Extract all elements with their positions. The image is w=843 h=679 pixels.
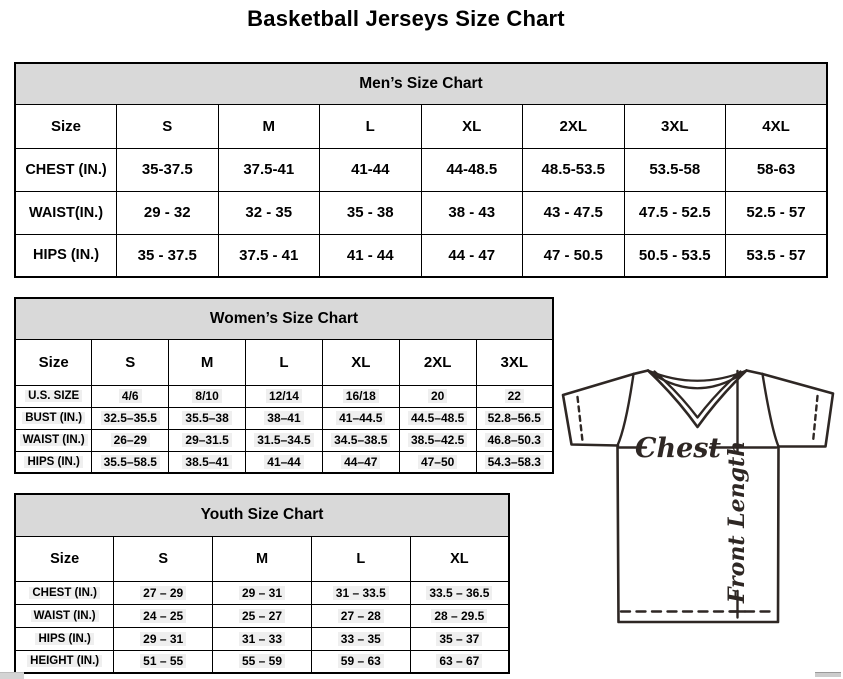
measurement-row-label: WAIST (IN.) [15, 429, 92, 451]
measurement-value-cell: 33.5 – 36.5 [410, 581, 509, 604]
size-column-header: M [213, 536, 312, 581]
measurement-value-cell: 44-48.5 [421, 148, 523, 191]
measurement-value-cell: 20 [399, 385, 476, 407]
mens-table-title-row [15, 63, 827, 104]
cropped-ui-fragment-bottom-left [0, 672, 24, 679]
youth-table-title-row [15, 494, 509, 536]
jersey-right-cuff-dashed-line [813, 396, 818, 442]
measurement-value-cell: 43 - 47.5 [523, 191, 625, 234]
measurement-row [15, 627, 509, 650]
measurement-value-cell: 29 – 31 [213, 581, 312, 604]
measurement-value-cell: 35-37.5 [117, 148, 219, 191]
measurement-row [15, 191, 827, 234]
measurement-value-cell: 33 – 35 [311, 627, 410, 650]
measurement-value-cell: 34.5–38.5 [322, 429, 399, 451]
measurement-row-label: BUST (IN.) [15, 407, 92, 429]
mens-table-title: Men’s Size Chart [15, 63, 827, 104]
measurement-value-cell: 12/14 [246, 385, 323, 407]
measurement-value-cell: 63 – 67 [410, 650, 509, 673]
measurement-value-cell: 53.5-58 [624, 148, 726, 191]
size-column-header: 4XL [726, 104, 828, 148]
measurement-row [15, 407, 553, 429]
front-length-label: Front Length [724, 440, 750, 604]
jersey-collar-inner-v [655, 372, 741, 418]
measurement-value-cell: 38 - 43 [421, 191, 523, 234]
youth-table-title: Youth Size Chart [15, 494, 509, 536]
measurement-value-cell: 35 - 37.5 [117, 234, 219, 277]
measurement-row [15, 385, 553, 407]
jersey-left-cuff-dashed-line [578, 397, 583, 441]
measurement-row-label: HIPS (IN.) [15, 451, 92, 473]
measurement-row [15, 429, 553, 451]
measurement-row-label: U.S. SIZE [15, 385, 92, 407]
measurement-value-cell: 32 - 35 [218, 191, 320, 234]
measurement-row-label: HEIGHT (IN.) [15, 650, 114, 673]
measurement-value-cell: 59 – 63 [311, 650, 410, 673]
size-corner-header: Size [15, 339, 92, 385]
womens-table-title-row [15, 298, 553, 339]
measurement-value-cell: 22 [476, 385, 553, 407]
size-column-header: XL [410, 536, 509, 581]
measurement-value-cell: 31 – 33.5 [311, 581, 410, 604]
measurement-value-cell: 52.5 - 57 [726, 191, 828, 234]
jersey-right-sleeve [763, 374, 834, 447]
measurement-row-label: HIPS (IN.) [15, 627, 114, 650]
measurement-value-cell: 35.5–58.5 [92, 451, 169, 473]
measurement-value-cell: 4/6 [92, 385, 169, 407]
measurement-row [15, 451, 553, 473]
measurement-value-cell: 44 - 47 [421, 234, 523, 277]
measurement-value-cell: 35 – 37 [410, 627, 509, 650]
size-column-header: S [114, 536, 213, 581]
measurement-value-cell: 35.5–38 [169, 407, 246, 429]
size-column-header: S [117, 104, 219, 148]
measurement-value-cell: 47.5 - 52.5 [624, 191, 726, 234]
measurement-value-cell: 44.5–48.5 [399, 407, 476, 429]
measurement-row [15, 604, 509, 627]
youth-column-header-row [15, 536, 509, 581]
measurement-value-cell: 37.5 - 41 [218, 234, 320, 277]
measurement-value-cell: 53.5 - 57 [726, 234, 828, 277]
measurement-value-cell: 25 – 27 [213, 604, 312, 627]
measurement-value-cell: 38.5–42.5 [399, 429, 476, 451]
youth-size-table [14, 493, 510, 674]
jersey-measurement-diagram [556, 360, 843, 679]
measurement-value-cell: 46.8–50.3 [476, 429, 553, 451]
measurement-value-cell: 38–41 [246, 407, 323, 429]
measurement-value-cell: 31.5–34.5 [246, 429, 323, 451]
size-column-header: 2XL [523, 104, 625, 148]
measurement-value-cell: 26–29 [92, 429, 169, 451]
measurement-value-cell: 29–31.5 [169, 429, 246, 451]
measurement-value-cell: 27 – 28 [311, 604, 410, 627]
measurement-value-cell: 51 – 55 [114, 650, 213, 673]
measurement-value-cell: 58-63 [726, 148, 828, 191]
jersey-right-shoulder-edge [747, 371, 763, 375]
measurement-value-cell: 28 – 29.5 [410, 604, 509, 627]
measurement-value-cell: 50.5 - 53.5 [624, 234, 726, 277]
womens-column-header-row [15, 339, 553, 385]
size-column-header: L [320, 104, 422, 148]
page-title: Basketball Jerseys Size Chart [247, 6, 565, 31]
measurement-value-cell: 8/10 [169, 385, 246, 407]
jersey-left-armhole-seam [618, 374, 634, 446]
womens-size-table [14, 297, 554, 474]
measurement-row [15, 148, 827, 191]
size-corner-header: Size [15, 104, 117, 148]
size-column-header: XL [322, 339, 399, 385]
mens-size-table [14, 62, 828, 278]
size-corner-header: Size [15, 536, 114, 581]
measurement-value-cell: 24 – 25 [114, 604, 213, 627]
measurement-value-cell: 52.8–56.5 [476, 407, 553, 429]
measurement-value-cell: 41-44 [320, 148, 422, 191]
size-column-header: L [311, 536, 410, 581]
measurement-row-label: HIPS (IN.) [15, 234, 117, 277]
jersey-right-armhole-seam [763, 374, 779, 447]
size-column-header: M [218, 104, 320, 148]
measurement-value-cell: 38.5–41 [169, 451, 246, 473]
measurement-row-label: CHEST (IN.) [15, 148, 117, 191]
measurement-value-cell: 16/18 [322, 385, 399, 407]
measurement-value-cell: 29 – 31 [114, 627, 213, 650]
measurement-value-cell: 37.5-41 [218, 148, 320, 191]
jersey-left-shoulder-edge [634, 371, 649, 375]
measurement-value-cell: 44–47 [322, 451, 399, 473]
size-column-header: XL [421, 104, 523, 148]
measurement-value-cell: 48.5-53.5 [523, 148, 625, 191]
measurement-value-cell: 54.3–58.3 [476, 451, 553, 473]
measurement-value-cell: 32.5–35.5 [92, 407, 169, 429]
womens-table-title: Women’s Size Chart [15, 298, 553, 339]
chest-label: Chest [635, 433, 721, 464]
mens-column-header-row [15, 104, 827, 148]
measurement-row [15, 581, 509, 604]
size-column-header: 3XL [476, 339, 553, 385]
measurement-value-cell: 31 – 33 [213, 627, 312, 650]
measurement-value-cell: 29 - 32 [117, 191, 219, 234]
jersey-left-sleeve [563, 374, 634, 446]
measurement-value-cell: 55 – 59 [213, 650, 312, 673]
measurement-row-label: WAIST (IN.) [15, 604, 114, 627]
jersey-body-outline [618, 446, 779, 623]
cropped-ui-fragment-bottom-right [815, 672, 841, 677]
measurement-value-cell: 27 – 29 [114, 581, 213, 604]
measurement-row-label: WAIST(IN.) [15, 191, 117, 234]
measurement-value-cell: 47–50 [399, 451, 476, 473]
size-column-header: S [92, 339, 169, 385]
measurement-value-cell: 41–44 [246, 451, 323, 473]
measurement-value-cell: 41–44.5 [322, 407, 399, 429]
measurement-row [15, 234, 827, 277]
size-column-header: M [169, 339, 246, 385]
measurement-value-cell: 47 - 50.5 [523, 234, 625, 277]
measurement-row [15, 650, 509, 673]
measurement-row-label: CHEST (IN.) [15, 581, 114, 604]
measurement-value-cell: 41 - 44 [320, 234, 422, 277]
size-column-header: 3XL [624, 104, 726, 148]
size-column-header: 2XL [399, 339, 476, 385]
measurement-value-cell: 35 - 38 [320, 191, 422, 234]
size-column-header: L [246, 339, 323, 385]
